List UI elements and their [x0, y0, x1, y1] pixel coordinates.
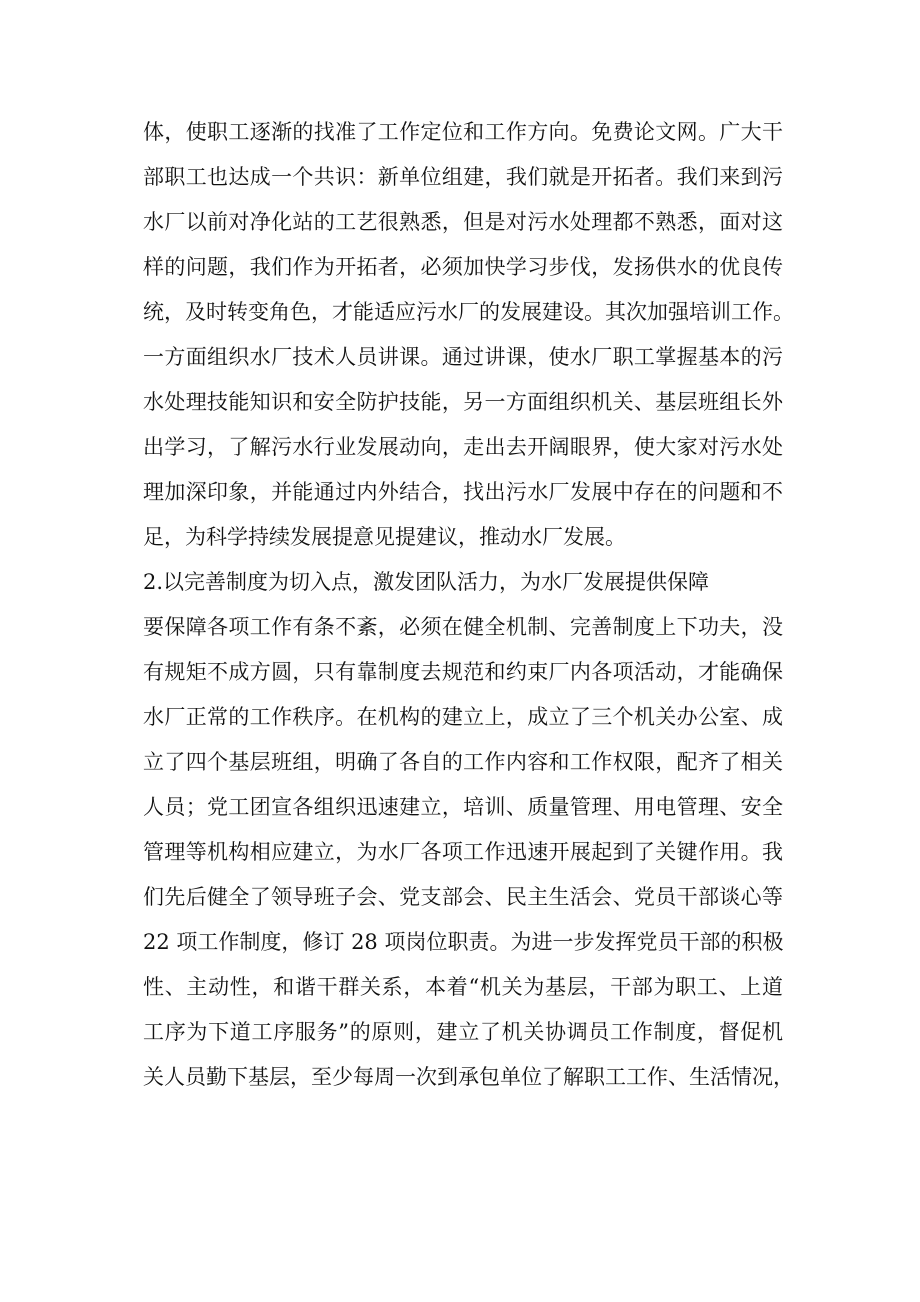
text-line: 统，及时转变角色，才能适应污水厂的发展建设。其次加强培训工作。	[143, 300, 794, 324]
text-line: 工序为下道工序服务”的原则，建立了机关协调员工作制度，督促机	[143, 1020, 783, 1044]
section-heading: 2.以完善制度为切入点，激发团队活力，为水厂发展提供保障	[143, 570, 710, 594]
text-line: 们先后健全了领导班子会、党支部会、民主生活会、党员干部谈心等	[143, 885, 783, 909]
text-line: 体，使职工逐渐的找准了工作定位和工作方向。免费论文网。广大干	[143, 120, 783, 144]
text-line: 有规矩不成方圆，只有靠制度去规范和约束厂内各项活动，才能确保	[143, 660, 783, 684]
text-line: 部职工也达成一个共识：新单位组建，我们就是开拓者。我们来到污	[143, 165, 783, 189]
text-line: 人员；党工团宣各组织迅速建立，培训、质量管理、用电管理、安全	[143, 795, 783, 819]
text-line: 关人员勤下基层，至少每周一次到承包单位了解职工工作、生活情况，	[143, 1065, 794, 1089]
text-line: 理加深印象，并能通过内外结合，找出污水厂发展中存在的问题和不	[143, 480, 783, 504]
text-line: 足，为科学持续发展提意见提建议，推动水厂发展。	[143, 525, 626, 549]
text-line: 管理等机构相应建立，为水厂各项工作迅速开展起到了关键作用。我	[143, 840, 783, 864]
text-line: 水厂正常的工作秩序。在机构的建立上，成立了三个机关办公室、成	[143, 705, 783, 729]
text-line: 水厂以前对净化站的工艺很熟悉，但是对污水处理都不熟悉，面对这	[143, 210, 783, 234]
text-line: 水处理技能知识和安全防护技能，另一方面组织机关、基层班组长外	[143, 390, 783, 414]
text-line: 性、主动性，和谐干群关系，本着“机关为基层，干部为职工、上道	[143, 975, 783, 999]
text-line: 要保障各项工作有条不紊，必须在健全机制、完善制度上下功夫，没	[143, 615, 783, 639]
text-line: 出学习，了解污水行业发展动向，走出去开阔眼界，使大家对污水处	[143, 435, 783, 459]
text-line: 一方面组织水厂技术人员讲课。通过讲课，使水厂职工掌握基本的污	[143, 345, 783, 369]
text-line: 样的问题，我们作为开拓者，必须加快学习步伐，发扬供水的优良传	[143, 255, 783, 279]
text-line: 22 项工作制度，修订 28 项岗位职责。为进一步发挥党员干部的积极	[143, 930, 784, 954]
text-line: 立了四个基层班组，明确了各自的工作内容和工作权限，配齐了相关	[143, 750, 783, 774]
